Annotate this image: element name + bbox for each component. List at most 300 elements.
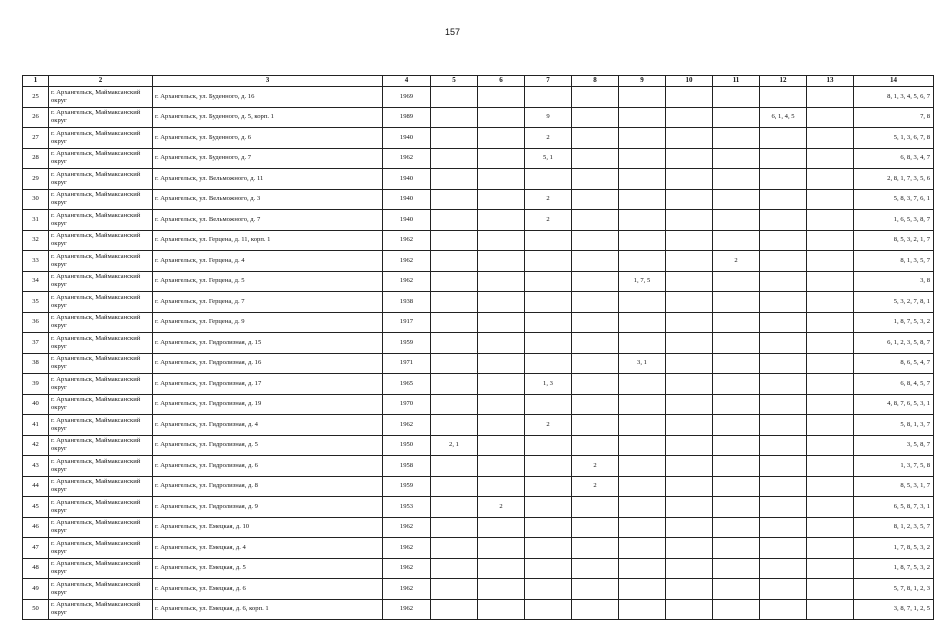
- col6-cell: [478, 169, 525, 190]
- row-number: 25: [23, 87, 49, 108]
- district-cell: г. Архангельск, Маймаксанский округ: [49, 579, 153, 600]
- col10-cell: [666, 210, 713, 231]
- col7-cell: [525, 230, 572, 251]
- address-cell: г. Архангельск, ул. Емецкая, д. 6, корп. 1: [153, 599, 383, 620]
- col12-cell: [760, 128, 807, 149]
- year-cell: 1969: [383, 87, 431, 108]
- col7-cell: 2: [525, 415, 572, 436]
- address-cell: г. Архангельск, ул. Буденного, д. 5, корп. 1: [153, 107, 383, 128]
- year-cell: 1958: [383, 456, 431, 477]
- col9-cell: [619, 435, 666, 456]
- address-cell: г. Архангельск, ул. Буденного, д. 6: [153, 128, 383, 149]
- col11-cell: [713, 353, 760, 374]
- district-cell: г. Архангельск, Маймаксанский округ: [49, 476, 153, 497]
- column-header-3: 3: [153, 76, 383, 87]
- table-row: [23, 476, 934, 497]
- col8-cell: [572, 579, 619, 600]
- col9-cell: [619, 599, 666, 620]
- table-header-row: [23, 76, 934, 87]
- col12-cell: [760, 271, 807, 292]
- district-cell: г. Архангельск, Маймаксанский округ: [49, 558, 153, 579]
- row-number: 41: [23, 415, 49, 436]
- col6-cell: [478, 292, 525, 313]
- address-cell: г. Архангельск, ул. Герцена, д. 11, корп. 1: [153, 230, 383, 251]
- col13-cell: [807, 579, 854, 600]
- col12-cell: [760, 538, 807, 559]
- row-number: 44: [23, 476, 49, 497]
- district-cell: г. Архангельск, Маймаксанский округ: [49, 148, 153, 169]
- col7-cell: [525, 599, 572, 620]
- col7-cell: 2: [525, 210, 572, 231]
- address-cell: г. Архангельск, ул. Гидролизная, д. 19: [153, 394, 383, 415]
- col8-cell: [572, 107, 619, 128]
- col10-cell: [666, 189, 713, 210]
- col14-cell: 8, 1, 3, 4, 5, 6, 7: [854, 87, 934, 108]
- col14-cell: 8, 1, 3, 5, 7: [854, 251, 934, 272]
- col8-cell: [572, 394, 619, 415]
- col11-cell: [713, 517, 760, 538]
- table-row: [23, 497, 934, 518]
- col9-cell: [619, 517, 666, 538]
- table-row: [23, 251, 934, 272]
- col8-cell: 2: [572, 456, 619, 477]
- col13-cell: [807, 210, 854, 231]
- col8-cell: 2: [572, 476, 619, 497]
- address-cell: г. Архангельск, ул. Гидролизная, д. 8: [153, 476, 383, 497]
- col10-cell: [666, 107, 713, 128]
- col10-cell: [666, 169, 713, 190]
- col9-cell: [619, 87, 666, 108]
- col14-cell: 1, 3, 7, 5, 8: [854, 456, 934, 477]
- table-row: [23, 189, 934, 210]
- address-cell: г. Архангельск, ул. Герцена, д. 5: [153, 271, 383, 292]
- col11-cell: [713, 87, 760, 108]
- district-cell: г. Архангельск, Маймаксанский округ: [49, 415, 153, 436]
- col5-cell: [431, 128, 478, 149]
- col8-cell: [572, 148, 619, 169]
- col7-cell: [525, 456, 572, 477]
- col6-cell: [478, 415, 525, 436]
- district-cell: г. Архангельск, Маймаксанский округ: [49, 353, 153, 374]
- col14-cell: 8, 1, 2, 3, 5, 7: [854, 517, 934, 538]
- year-cell: 1959: [383, 476, 431, 497]
- col14-cell: 5, 1, 3, 6, 7, 8: [854, 128, 934, 149]
- col8-cell: [572, 271, 619, 292]
- col11-cell: [713, 271, 760, 292]
- col7-cell: [525, 292, 572, 313]
- col13-cell: [807, 128, 854, 149]
- column-header-10: 10: [666, 76, 713, 87]
- column-header-11: 11: [713, 76, 760, 87]
- col8-cell: [572, 497, 619, 518]
- col9-cell: [619, 148, 666, 169]
- address-cell: г. Архангельск, ул. Герцена, д. 7: [153, 292, 383, 313]
- col14-cell: 8, 5, 3, 2, 1, 7: [854, 230, 934, 251]
- table-row: [23, 107, 934, 128]
- row-number: 49: [23, 579, 49, 600]
- col11-cell: [713, 538, 760, 559]
- table-row: [23, 558, 934, 579]
- district-cell: г. Архангельск, Маймаксанский округ: [49, 497, 153, 518]
- col9-cell: 1, 7, 5: [619, 271, 666, 292]
- col14-cell: 1, 6, 5, 3, 8, 7: [854, 210, 934, 231]
- col5-cell: [431, 230, 478, 251]
- table-row: [23, 333, 934, 354]
- col12-cell: [760, 558, 807, 579]
- col10-cell: [666, 435, 713, 456]
- address-cell: г. Архангельск, ул. Герцена, д. 4: [153, 251, 383, 272]
- col13-cell: [807, 517, 854, 538]
- col9-cell: [619, 128, 666, 149]
- col10-cell: [666, 292, 713, 313]
- col13-cell: [807, 476, 854, 497]
- col5-cell: [431, 415, 478, 436]
- col5-cell: [431, 251, 478, 272]
- year-cell: 1970: [383, 394, 431, 415]
- col5-cell: [431, 456, 478, 477]
- col7-cell: [525, 271, 572, 292]
- district-cell: г. Архангельск, Маймаксанский округ: [49, 292, 153, 313]
- table-row: [23, 579, 934, 600]
- col6-cell: [478, 374, 525, 395]
- col13-cell: [807, 87, 854, 108]
- col7-cell: [525, 251, 572, 272]
- row-number: 37: [23, 333, 49, 354]
- table-row: [23, 292, 934, 313]
- year-cell: 1962: [383, 251, 431, 272]
- col5-cell: [431, 374, 478, 395]
- col12-cell: [760, 579, 807, 600]
- col9-cell: 3, 1: [619, 353, 666, 374]
- col6-cell: 2: [478, 497, 525, 518]
- col8-cell: [572, 312, 619, 333]
- district-cell: г. Архангельск, Маймаксанский округ: [49, 87, 153, 108]
- col6-cell: [478, 435, 525, 456]
- col5-cell: [431, 497, 478, 518]
- col7-cell: 9: [525, 107, 572, 128]
- table-row: [23, 353, 934, 374]
- col7-cell: [525, 333, 572, 354]
- col8-cell: [572, 292, 619, 313]
- col10-cell: [666, 599, 713, 620]
- table-row: [23, 312, 934, 333]
- col8-cell: [572, 87, 619, 108]
- col9-cell: [619, 394, 666, 415]
- row-number: 46: [23, 517, 49, 538]
- district-cell: г. Архангельск, Маймаксанский округ: [49, 333, 153, 354]
- col14-cell: 1, 8, 7, 5, 3, 2: [854, 558, 934, 579]
- year-cell: 1962: [383, 538, 431, 559]
- district-cell: г. Архангельск, Маймаксанский округ: [49, 599, 153, 620]
- col12-cell: [760, 497, 807, 518]
- address-cell: г. Архангельск, ул. Емецкая, д. 4: [153, 538, 383, 559]
- col6-cell: [478, 271, 525, 292]
- col12-cell: [760, 292, 807, 313]
- row-number: 35: [23, 292, 49, 313]
- row-number: 38: [23, 353, 49, 374]
- year-cell: 1938: [383, 292, 431, 313]
- col11-cell: 2: [713, 251, 760, 272]
- col7-cell: [525, 517, 572, 538]
- col11-cell: [713, 230, 760, 251]
- col8-cell: [572, 333, 619, 354]
- year-cell: 1962: [383, 558, 431, 579]
- col5-cell: [431, 333, 478, 354]
- col9-cell: [619, 333, 666, 354]
- col14-cell: 3, 8, 7, 1, 2, 5: [854, 599, 934, 620]
- district-cell: г. Архангельск, Маймаксанский округ: [49, 456, 153, 477]
- col9-cell: [619, 476, 666, 497]
- col14-cell: 8, 5, 3, 1, 7: [854, 476, 934, 497]
- col7-cell: 2: [525, 128, 572, 149]
- year-cell: 1950: [383, 435, 431, 456]
- col13-cell: [807, 558, 854, 579]
- year-cell: 1940: [383, 169, 431, 190]
- col10-cell: [666, 476, 713, 497]
- col8-cell: [572, 230, 619, 251]
- col5-cell: [431, 476, 478, 497]
- col9-cell: [619, 292, 666, 313]
- col9-cell: [619, 230, 666, 251]
- column-header-6: 6: [478, 76, 525, 87]
- year-cell: 1959: [383, 333, 431, 354]
- col12-cell: [760, 353, 807, 374]
- col13-cell: [807, 148, 854, 169]
- col9-cell: [619, 107, 666, 128]
- col6-cell: [478, 456, 525, 477]
- year-cell: 1962: [383, 148, 431, 169]
- col10-cell: [666, 579, 713, 600]
- district-cell: г. Архангельск, Маймаксанский округ: [49, 128, 153, 149]
- col9-cell: [619, 538, 666, 559]
- column-header-2: 2: [49, 76, 153, 87]
- col10-cell: [666, 230, 713, 251]
- table-row: [23, 456, 934, 477]
- col7-cell: 1, 3: [525, 374, 572, 395]
- col10-cell: [666, 497, 713, 518]
- district-cell: г. Архангельск, Маймаксанский округ: [49, 210, 153, 231]
- col8-cell: [572, 128, 619, 149]
- col7-cell: [525, 87, 572, 108]
- col7-cell: [525, 579, 572, 600]
- district-cell: г. Архангельск, Маймаксанский округ: [49, 189, 153, 210]
- year-cell: 1940: [383, 210, 431, 231]
- table-row: [23, 169, 934, 190]
- col5-cell: [431, 579, 478, 600]
- col10-cell: [666, 353, 713, 374]
- col7-cell: [525, 497, 572, 518]
- col11-cell: [713, 456, 760, 477]
- col5-cell: [431, 292, 478, 313]
- col6-cell: [478, 230, 525, 251]
- address-cell: г. Архангельск, ул. Гидролизная, д. 17: [153, 374, 383, 395]
- col6-cell: [478, 128, 525, 149]
- col5-cell: [431, 271, 478, 292]
- col12-cell: [760, 374, 807, 395]
- year-cell: 1962: [383, 230, 431, 251]
- table-body: [23, 87, 934, 620]
- col12-cell: [760, 415, 807, 436]
- row-number: 36: [23, 312, 49, 333]
- column-header-9: 9: [619, 76, 666, 87]
- col7-cell: [525, 169, 572, 190]
- table-row: [23, 230, 934, 251]
- col8-cell: [572, 538, 619, 559]
- year-cell: 1989: [383, 107, 431, 128]
- col10-cell: [666, 394, 713, 415]
- district-cell: г. Архангельск, Маймаксанский округ: [49, 230, 153, 251]
- col8-cell: [572, 210, 619, 231]
- address-cell: г. Архангельск, ул. Гидролизная, д. 5: [153, 435, 383, 456]
- col8-cell: [572, 353, 619, 374]
- col9-cell: [619, 251, 666, 272]
- col10-cell: [666, 271, 713, 292]
- year-cell: 1965: [383, 374, 431, 395]
- column-header-7: 7: [525, 76, 572, 87]
- table-row: [23, 517, 934, 538]
- col7-cell: [525, 312, 572, 333]
- col10-cell: [666, 374, 713, 395]
- row-number: 47: [23, 538, 49, 559]
- col5-cell: [431, 517, 478, 538]
- row-number: 28: [23, 148, 49, 169]
- col11-cell: [713, 394, 760, 415]
- col14-cell: 6, 5, 8, 7, 3, 1: [854, 497, 934, 518]
- column-header-4: 4: [383, 76, 431, 87]
- col10-cell: [666, 333, 713, 354]
- district-cell: г. Архангельск, Маймаксанский округ: [49, 312, 153, 333]
- col11-cell: [713, 497, 760, 518]
- col5-cell: [431, 353, 478, 374]
- col7-cell: [525, 538, 572, 559]
- row-number: 31: [23, 210, 49, 231]
- col9-cell: [619, 497, 666, 518]
- col9-cell: [619, 312, 666, 333]
- table-row: [23, 374, 934, 395]
- col11-cell: [713, 107, 760, 128]
- district-cell: г. Архангельск, Маймаксанский округ: [49, 169, 153, 190]
- col5-cell: [431, 169, 478, 190]
- address-cell: г. Архангельск, ул. Герцена, д. 9: [153, 312, 383, 333]
- col13-cell: [807, 271, 854, 292]
- col11-cell: [713, 292, 760, 313]
- col9-cell: [619, 415, 666, 436]
- col9-cell: [619, 558, 666, 579]
- col11-cell: [713, 374, 760, 395]
- col13-cell: [807, 415, 854, 436]
- row-number: 45: [23, 497, 49, 518]
- col11-cell: [713, 476, 760, 497]
- col7-cell: [525, 558, 572, 579]
- col13-cell: [807, 374, 854, 395]
- col5-cell: [431, 107, 478, 128]
- address-cell: г. Архангельск, ул. Вельможного, д. 3: [153, 189, 383, 210]
- col8-cell: [572, 517, 619, 538]
- col11-cell: [713, 128, 760, 149]
- year-cell: 1971: [383, 353, 431, 374]
- col14-cell: 6, 8, 3, 4, 7: [854, 148, 934, 169]
- column-header-14: 14: [854, 76, 934, 87]
- row-number: 30: [23, 189, 49, 210]
- col11-cell: [713, 599, 760, 620]
- row-number: 33: [23, 251, 49, 272]
- address-cell: г. Архангельск, ул. Вельможного, д. 11: [153, 169, 383, 190]
- col12-cell: [760, 210, 807, 231]
- col9-cell: [619, 210, 666, 231]
- col13-cell: [807, 497, 854, 518]
- col5-cell: [431, 148, 478, 169]
- col12-cell: [760, 251, 807, 272]
- col9-cell: [619, 189, 666, 210]
- col7-cell: [525, 435, 572, 456]
- col14-cell: 5, 8, 3, 7, 6, 1: [854, 189, 934, 210]
- row-number: 42: [23, 435, 49, 456]
- col12-cell: [760, 312, 807, 333]
- row-number: 48: [23, 558, 49, 579]
- col12-cell: [760, 189, 807, 210]
- col13-cell: [807, 435, 854, 456]
- col14-cell: 3, 8: [854, 271, 934, 292]
- col14-cell: 6, 1, 2, 3, 5, 8, 7: [854, 333, 934, 354]
- col12-cell: [760, 394, 807, 415]
- col12-cell: [760, 476, 807, 497]
- column-header-13: 13: [807, 76, 854, 87]
- col11-cell: [713, 558, 760, 579]
- district-cell: г. Архангельск, Маймаксанский округ: [49, 538, 153, 559]
- col12-cell: [760, 169, 807, 190]
- address-cell: г. Архангельск, ул. Гидролизная, д. 6: [153, 456, 383, 477]
- col13-cell: [807, 353, 854, 374]
- col11-cell: [713, 312, 760, 333]
- col5-cell: [431, 394, 478, 415]
- col11-cell: [713, 333, 760, 354]
- address-cell: г. Архангельск, ул. Гидролизная, д. 9: [153, 497, 383, 518]
- col6-cell: [478, 353, 525, 374]
- col8-cell: [572, 251, 619, 272]
- col14-cell: 4, 8, 7, 6, 5, 3, 1: [854, 394, 934, 415]
- col5-cell: [431, 210, 478, 231]
- housing-registry-table: [22, 75, 934, 620]
- col11-cell: [713, 435, 760, 456]
- col8-cell: [572, 169, 619, 190]
- col13-cell: [807, 599, 854, 620]
- col6-cell: [478, 87, 525, 108]
- col10-cell: [666, 87, 713, 108]
- row-number: 27: [23, 128, 49, 149]
- col12-cell: [760, 148, 807, 169]
- col9-cell: [619, 169, 666, 190]
- address-cell: г. Архангельск, ул. Гидролизная, д. 4: [153, 415, 383, 436]
- table-row: [23, 415, 934, 436]
- col9-cell: [619, 374, 666, 395]
- col6-cell: [478, 312, 525, 333]
- col8-cell: [572, 415, 619, 436]
- col14-cell: 8, 6, 5, 4, 7: [854, 353, 934, 374]
- col7-cell: 5, 1: [525, 148, 572, 169]
- year-cell: 1962: [383, 517, 431, 538]
- col10-cell: [666, 538, 713, 559]
- col7-cell: [525, 353, 572, 374]
- year-cell: 1917: [383, 312, 431, 333]
- row-number: 40: [23, 394, 49, 415]
- col13-cell: [807, 312, 854, 333]
- col10-cell: [666, 312, 713, 333]
- col10-cell: [666, 148, 713, 169]
- row-number: 26: [23, 107, 49, 128]
- col14-cell: 3, 5, 8, 7: [854, 435, 934, 456]
- col6-cell: [478, 599, 525, 620]
- year-cell: 1962: [383, 599, 431, 620]
